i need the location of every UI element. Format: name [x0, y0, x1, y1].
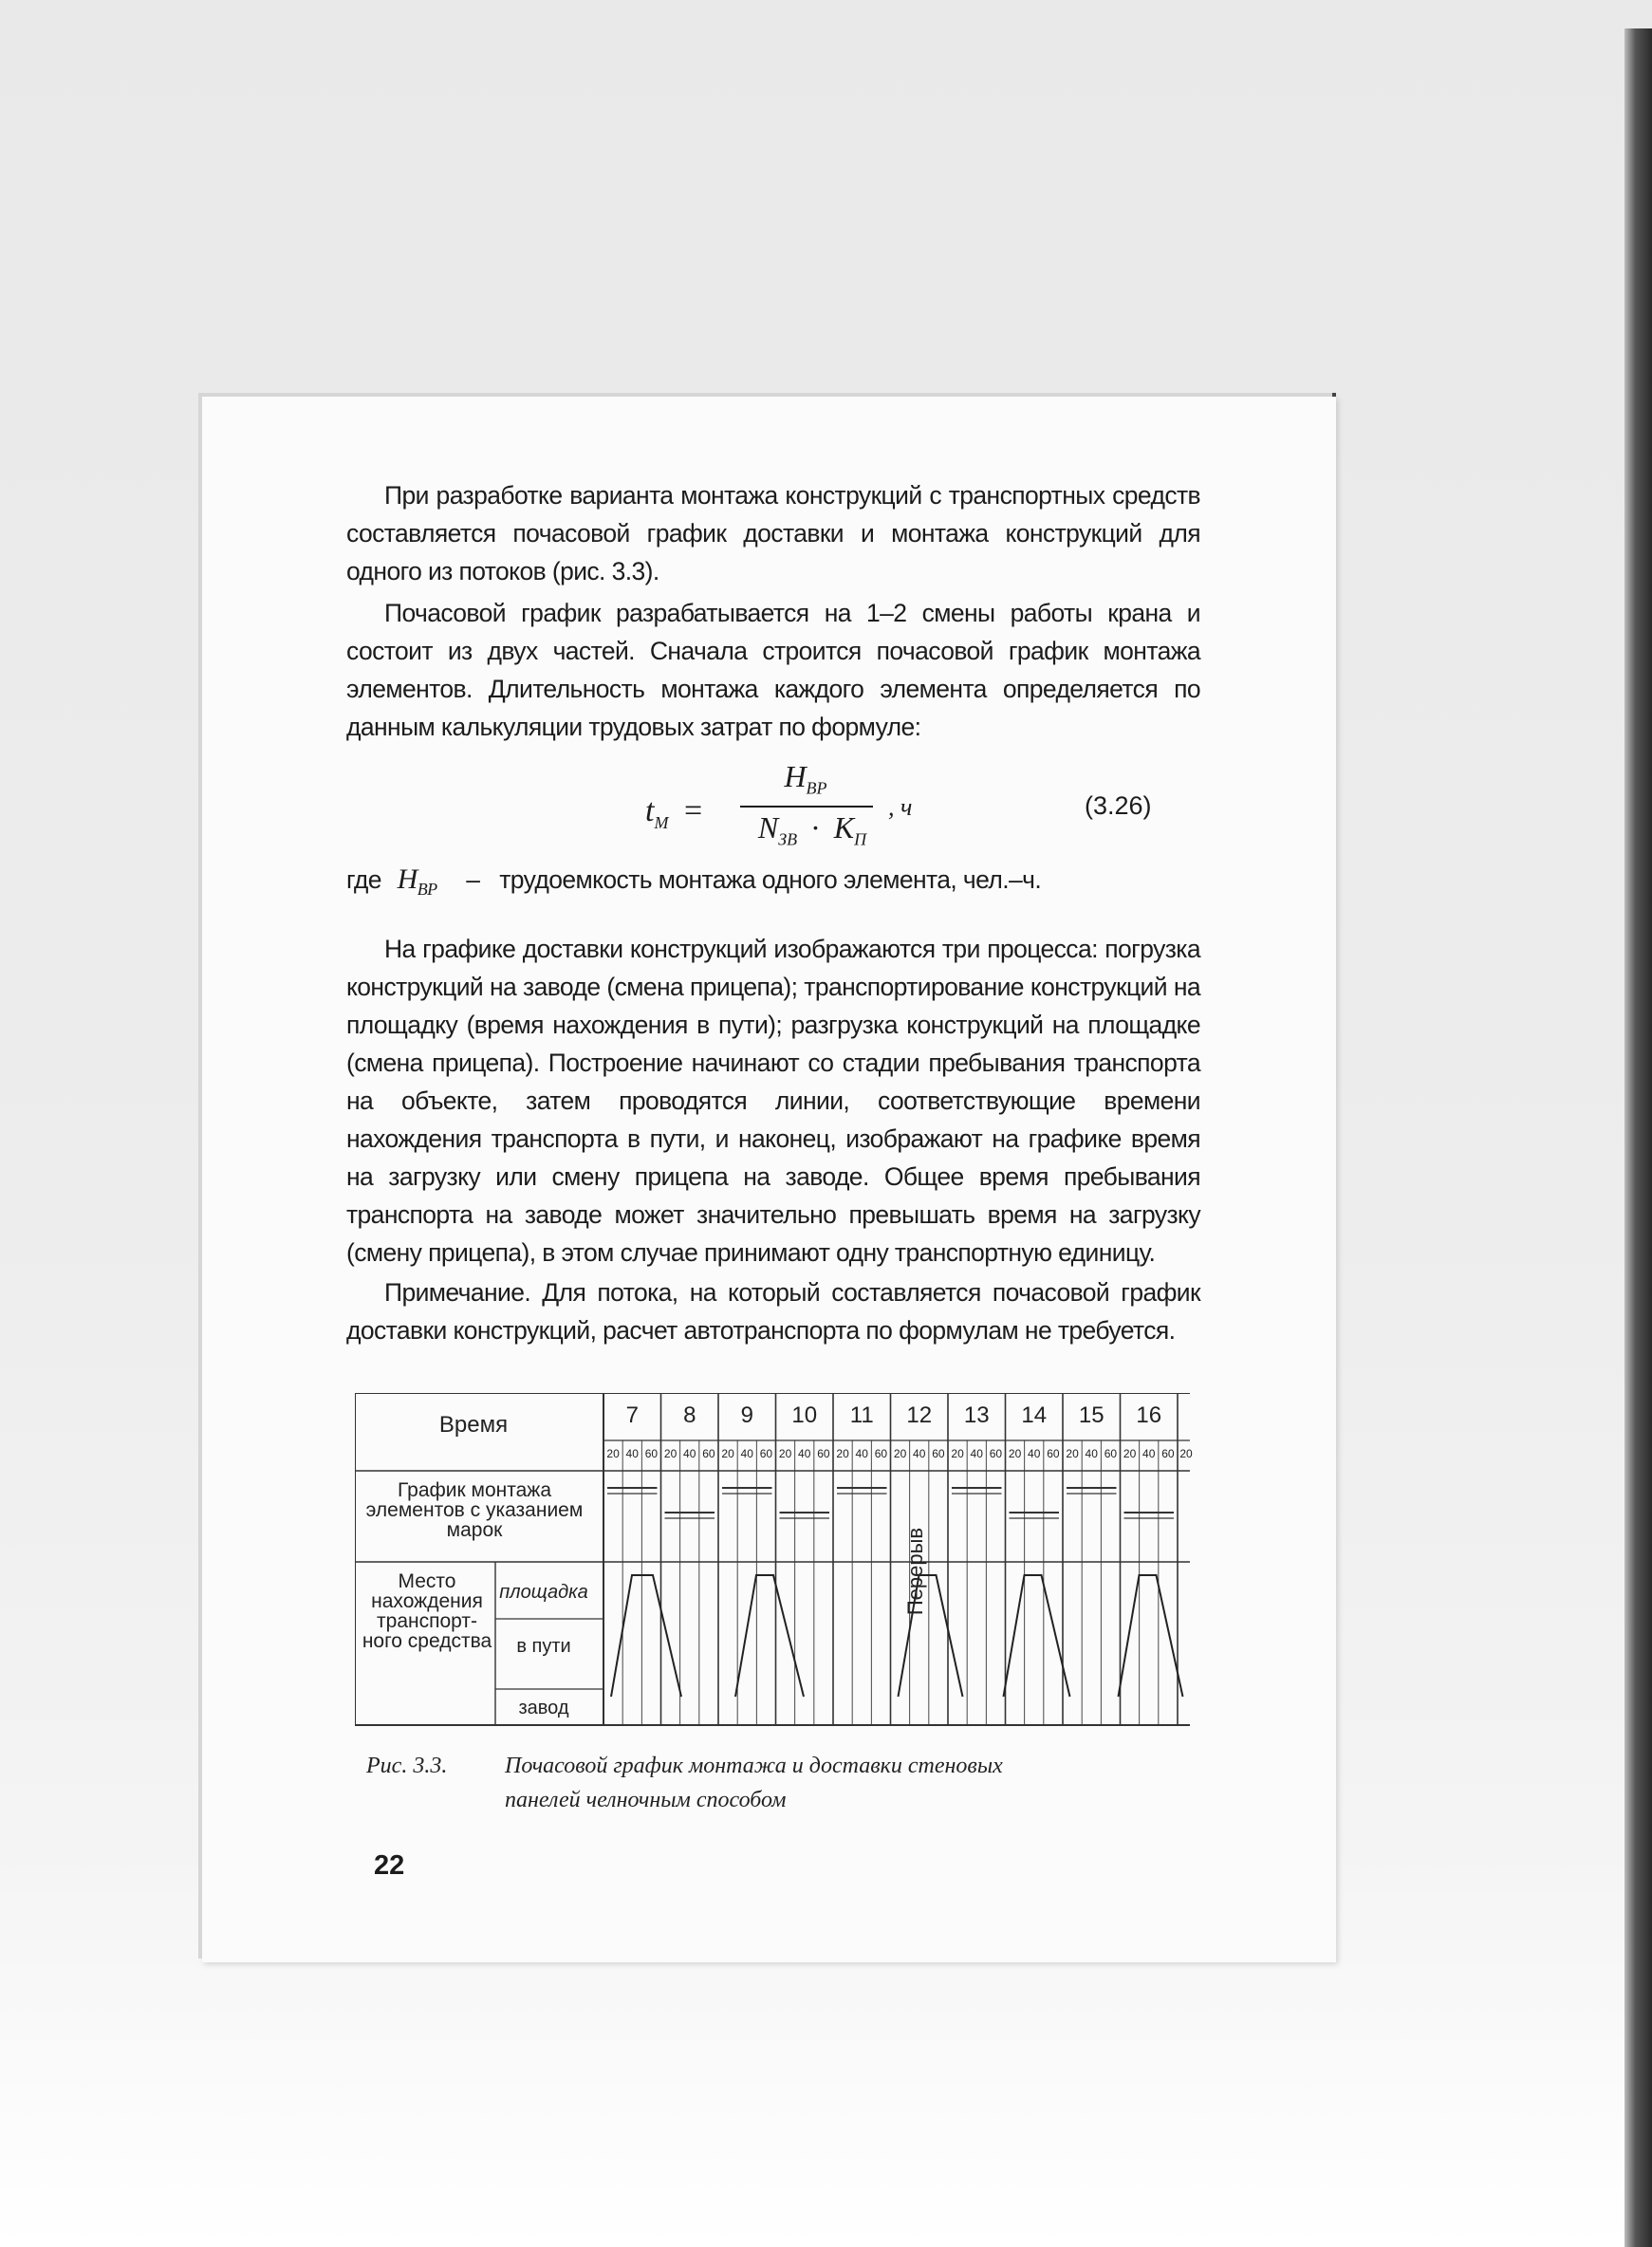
figure-3-3-schedule — [355, 1393, 1201, 1740]
minute-label: 20 — [778, 1447, 792, 1460]
delivery-text — [346, 930, 1200, 1349]
paragraph-4: Примечание. Для потока, на который составляется почасовой график доставки конструкций, расчет автотранспорта по формулам не требуется. — [346, 1278, 1200, 1345]
minute-label: 40 — [1142, 1447, 1156, 1460]
hour-label: 9 — [740, 1402, 753, 1428]
minute-label: 60 — [932, 1447, 945, 1460]
break-label: Перерыв — [903, 1527, 927, 1616]
vehicle-trip-path — [735, 1575, 804, 1697]
hour-label: 8 — [683, 1402, 696, 1428]
hour-label: 11 — [849, 1402, 874, 1428]
minute-label: 20 — [606, 1447, 620, 1460]
minute-label: 40 — [855, 1447, 868, 1460]
hour-label: 16 — [1136, 1402, 1162, 1428]
formula-denominator: $N_{ЗВ} \cdot K_П$ — [757, 810, 867, 849]
sub-row-site: площадка — [499, 1582, 588, 1603]
minute-label: 60 — [1047, 1447, 1060, 1460]
minute-label: 60 — [1161, 1447, 1175, 1460]
minute-label: 40 — [970, 1447, 983, 1460]
fraction-bar — [740, 806, 873, 808]
formula-3-26 — [645, 759, 1177, 864]
scanner-edge-shadow — [1624, 28, 1652, 2247]
location-row-label: Место нахождения транспорт-ного средства — [362, 1570, 492, 1652]
paragraph-2: Почасовой график разрабатывается на 1–2 смены работы крана и состоит из двух частей. Сначала строится почасовой график монтажа элементов. Длительность монтажа каждого элемента определяется по данным калькуляции трудовых затрат по формуле: — [346, 599, 1200, 741]
minute-label: 60 — [989, 1447, 1003, 1460]
paragraph-1: При разработке варианта монтажа конструкций с транспортных средств составляется почасовой график доставки и монтажа конструкций для одного из потоков (рис. 3.3). — [346, 481, 1200, 585]
minute-label: 40 — [683, 1447, 696, 1460]
minute-label: 60 — [874, 1447, 888, 1460]
minute-label: 40 — [1028, 1447, 1041, 1460]
time-header: Время — [438, 1412, 509, 1438]
minute-label: 40 — [913, 1447, 926, 1460]
vehicle-trip-path — [1004, 1575, 1070, 1697]
minute-label-tail: 20 — [1179, 1447, 1193, 1460]
page-number: 22 — [374, 1850, 405, 1881]
minute-label: 20 — [893, 1447, 907, 1460]
minute-label: 20 — [721, 1447, 734, 1460]
minute-label: 40 — [740, 1447, 753, 1460]
sub-row-road: в пути — [516, 1636, 571, 1657]
minute-label: 60 — [702, 1447, 715, 1460]
caption-label: Рис. 3.3. — [366, 1754, 448, 1778]
schedule-grid — [355, 1393, 1201, 1740]
hour-label: 15 — [1078, 1402, 1104, 1428]
minute-label: 40 — [798, 1447, 811, 1460]
hour-label: 12 — [906, 1402, 933, 1428]
minute-label: 20 — [1008, 1447, 1022, 1460]
minute-label: 40 — [1085, 1447, 1098, 1460]
minute-label: 60 — [759, 1447, 773, 1460]
minute-label: 40 — [625, 1447, 639, 1460]
vehicle-trip-path — [611, 1575, 681, 1697]
formula-numerator: $H_{ВР}$ — [784, 759, 827, 798]
where-definition: где $H_{ВР}$ – трудоемкость монтажа одного элемента, чел.–ч. — [346, 864, 1042, 899]
sub-row-factory: завод — [518, 1698, 569, 1718]
formula-number: (3.26) — [1085, 791, 1152, 820]
formula-unit: , ч — [888, 793, 913, 821]
hour-label: 13 — [963, 1402, 990, 1428]
montage-row-label: График монтажа элементов с указанием марок — [365, 1479, 584, 1541]
paragraph-3: На графике доставки конструкций изображаются три процесса: погрузка конструкций на заводе (смена прицепа); транспортирование конструкций на площадку (время нахождения в пути); разгрузка конструкций на площадке (смена прицепа). Построение начинают со стадии пребывания транспорта на объекте, затем проводятся линии, соответствующие времени нахождения транспорта в пути, и наконец, изображают на графике время на загрузку или смену прицепа на заводе. Общее время пребывания транспорта на заводе может значительно превышать время на загрузку (смену прицепа), в этом случае принимают одну транспортную единицу. — [346, 935, 1200, 1267]
formula-lhs: $t_М$ = — [645, 793, 703, 832]
minute-label: 60 — [1104, 1447, 1118, 1460]
minute-label: 20 — [836, 1447, 849, 1460]
hour-label: 7 — [625, 1402, 639, 1428]
caption-line-1: Почасовой график монтажа и доставки стеновых — [505, 1754, 1003, 1778]
minute-label: 60 — [644, 1447, 659, 1460]
minute-label: 20 — [1123, 1447, 1137, 1460]
vehicle-trip-path — [1119, 1575, 1183, 1697]
minute-label: 20 — [951, 1447, 964, 1460]
caption-line-2: панелей челночным способом — [505, 1788, 787, 1812]
minute-label: 20 — [1066, 1447, 1079, 1460]
minute-label: 20 — [663, 1447, 678, 1460]
hour-label: 14 — [1021, 1402, 1048, 1428]
hour-label: 10 — [791, 1402, 818, 1428]
minute-label: 60 — [817, 1447, 830, 1460]
intro-text — [346, 476, 1200, 746]
figure-caption — [366, 1749, 1220, 1817]
